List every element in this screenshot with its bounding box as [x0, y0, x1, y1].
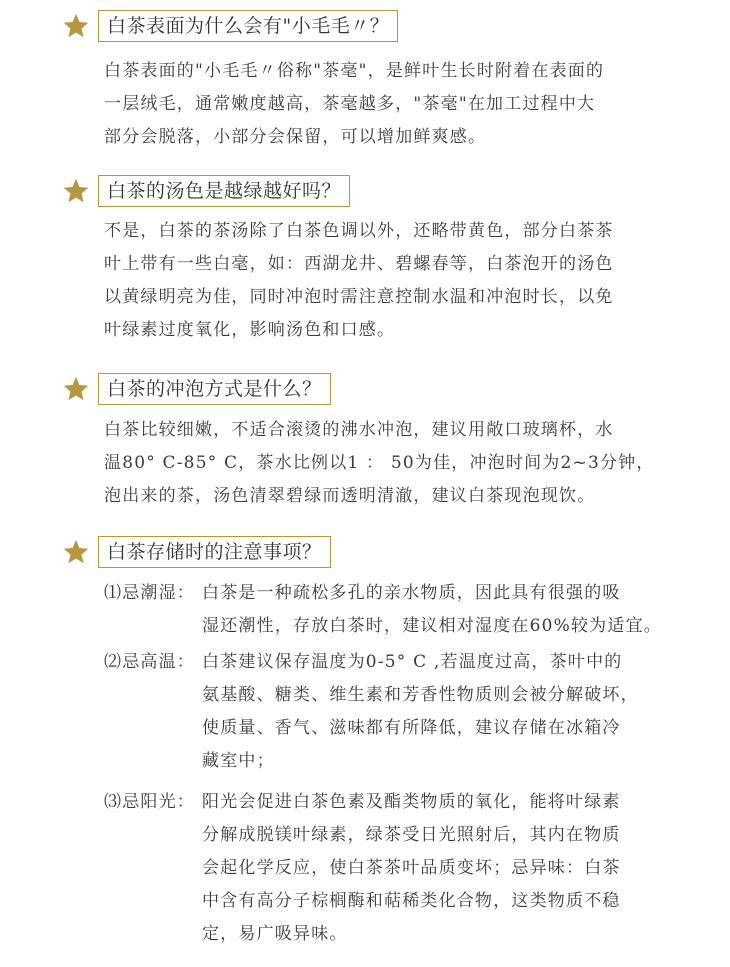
body-line: 叶上带有一些白毫，如：西湖龙井、碧螺春等，白茶泡开的汤色: [104, 254, 614, 274]
body-line: 泡出来的茶，汤色清翠碧绿而透明清澈，建议白茶现泡现饮。: [104, 486, 596, 506]
section-title: 白茶的汤色是越绿越好吗？: [98, 175, 350, 207]
item-line: 藏室中；: [202, 751, 275, 771]
body-line: 白茶比较细嫩，不适合滚烫的沸水冲泡，建议用敞口玻璃杯，水: [104, 420, 614, 440]
section-1-body: [104, 55, 704, 154]
star-icon: [62, 177, 90, 205]
storage-item-humidity: [104, 577, 714, 643]
item-line: 使质量、香气、滋味都有所降低，建议存储在冰箱冷: [202, 718, 621, 738]
section-title: 白茶存储时的注意事项？: [98, 536, 331, 568]
section-title: 白茶表面为什么会有"小毛毛〃？: [98, 10, 398, 42]
item-line: 中含有高分子棕榈酶和萜稀类化合物，这类物质不稳: [202, 891, 621, 911]
body-line: 温80° C-85° C，茶水比例以1 ： 50为佳，冲泡时间为2~3分钟，: [104, 453, 655, 473]
body-line: 以黄绿明亮为佳，同时冲泡时需注意控制水温和冲泡时长，以免: [104, 287, 614, 307]
body-line: 叶绿素过度氧化，影响汤色和口感。: [104, 320, 396, 340]
section-title: 白茶的冲泡方式是什么？: [98, 373, 331, 405]
star-icon: [62, 538, 90, 566]
section-3-heading: [62, 373, 331, 405]
item-line: 分解成脱镁叶绿素，绿茶受日光照射后，其内在物质: [202, 825, 621, 845]
item-line: 白茶建议保存温度为0-5° C ,若温度过高，茶叶中的: [202, 652, 623, 672]
section-2-body: [104, 215, 704, 347]
section-4-heading: [62, 536, 331, 568]
section-1-heading: [62, 10, 398, 42]
item-line: 氨基酸、糖类、维生素和芳香性物质则会被分解破坏，: [202, 685, 639, 705]
item-line: 会起化学反应，使白茶茶叶品质变坏；忌异味：白茶: [202, 858, 621, 878]
item-label: ⑵忌高温：: [104, 652, 195, 672]
body-line: 部分会脱落，小部分会保留，可以增加鲜爽感。: [104, 127, 487, 147]
section-3-body: [104, 414, 704, 513]
item-label: ⑴忌潮湿：: [104, 583, 195, 603]
body-line: 不是，白茶的茶汤除了白茶色调以外，还略带黄色，部分白茶茶: [104, 221, 614, 241]
item-line: 湿还潮性，存放白茶时，建议相对湿度在60%较为适宜。: [202, 616, 662, 636]
star-icon: [62, 12, 90, 40]
body-line: 一层绒毛，通常嫩度越高，茶毫越多，"茶毫"在加工过程中大: [104, 94, 596, 114]
star-icon: [62, 375, 90, 403]
item-line: 白茶是一种疏松多孔的亲水物质，因此具有很强的吸: [202, 583, 621, 603]
section-2-heading: [62, 175, 350, 207]
storage-item-sunlight: [104, 786, 714, 951]
body-line: 白茶表面的"小毛毛〃俗称"茶毫"，是鲜叶生长时附着在表面的: [104, 61, 605, 81]
item-line: 阳光会促进白茶色素及酯类物质的氧化，能将叶绿素: [202, 792, 621, 812]
item-line: 定，易广吸异味。: [202, 924, 348, 944]
item-label: ⑶忌阳光：: [104, 792, 195, 812]
storage-item-heat: [104, 646, 714, 778]
